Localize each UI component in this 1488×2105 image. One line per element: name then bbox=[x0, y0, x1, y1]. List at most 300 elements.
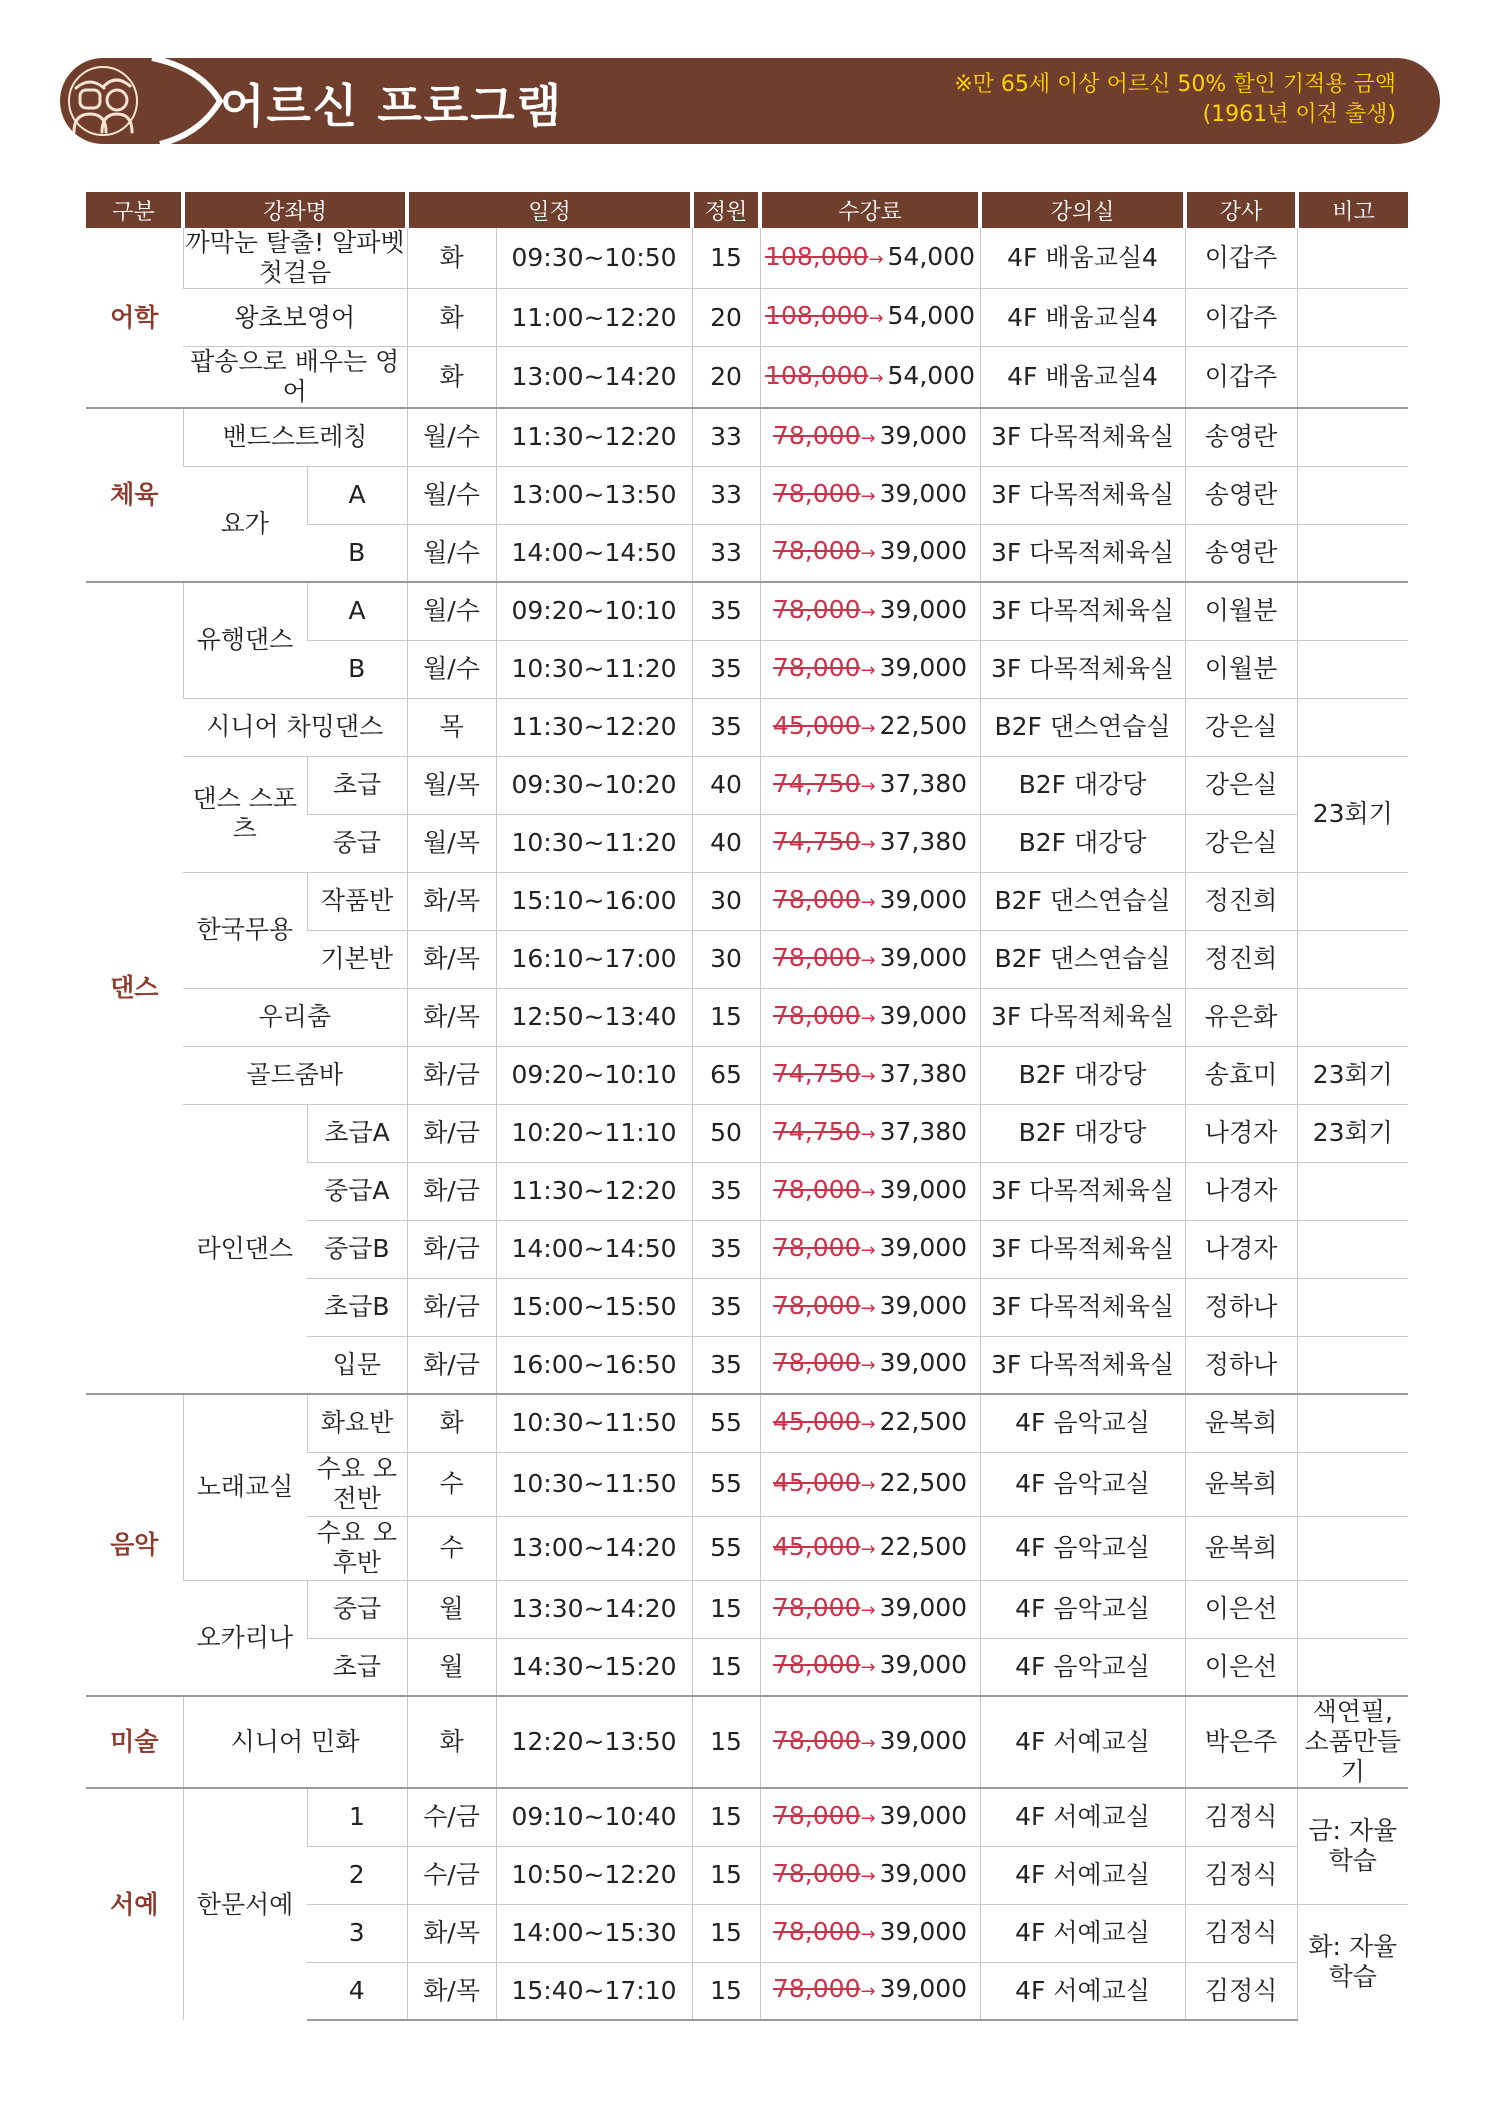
discounted-fee: 37,380 bbox=[879, 1116, 968, 1146]
arrow-icon: → bbox=[860, 1657, 876, 1679]
discounted-fee: 22,500 bbox=[879, 710, 968, 740]
arrow-icon: → bbox=[860, 543, 876, 565]
arrow-icon: → bbox=[860, 833, 876, 855]
original-fee: 45,000 bbox=[773, 1406, 861, 1436]
capacity: 40 bbox=[692, 814, 760, 872]
class-time: 09:30~10:50 bbox=[496, 228, 692, 289]
discounted-fee: 54,000 bbox=[887, 360, 976, 390]
class-day: 화/금 bbox=[407, 1220, 496, 1278]
note-cell: 23회기 bbox=[1297, 1104, 1408, 1162]
class-time: 10:30~11:20 bbox=[496, 814, 692, 872]
class-day: 월/수 bbox=[407, 640, 496, 698]
class-time: 09:30~10:20 bbox=[496, 756, 692, 814]
class-time: 11:00~12:20 bbox=[496, 289, 692, 347]
classroom: 4F 배움교실4 bbox=[980, 228, 1185, 289]
class-time: 12:20~13:50 bbox=[496, 1696, 692, 1788]
teacher: 정하나 bbox=[1185, 1336, 1297, 1394]
course-name: 오카리나 bbox=[183, 1580, 307, 1696]
classroom: 3F 다목적체육실 bbox=[980, 408, 1185, 466]
original-fee: 78,000 bbox=[773, 1725, 861, 1755]
classroom: 4F 음악교실 bbox=[980, 1580, 1185, 1638]
course-name: 왕초보영어 bbox=[183, 289, 407, 347]
class-day: 화/금 bbox=[407, 1278, 496, 1336]
discounted-fee: 39,000 bbox=[879, 420, 968, 450]
classroom: 4F 배움교실4 bbox=[980, 289, 1185, 347]
note-cell bbox=[1297, 228, 1408, 289]
discounted-fee: 54,000 bbox=[887, 301, 976, 330]
category-cell: 음악 bbox=[86, 1394, 183, 1696]
original-fee: 74,750 bbox=[773, 1116, 861, 1146]
course-name: 우리춤 bbox=[183, 988, 407, 1046]
class-day: 월/목 bbox=[407, 756, 496, 814]
category-cell: 서예 bbox=[86, 1788, 183, 2020]
discounted-fee: 39,000 bbox=[879, 594, 968, 624]
capacity: 35 bbox=[692, 698, 760, 756]
capacity: 15 bbox=[692, 1580, 760, 1638]
table-row bbox=[86, 988, 1408, 1046]
discounted-fee: 22,500 bbox=[879, 1406, 968, 1436]
discounted-fee: 37,380 bbox=[879, 768, 968, 798]
class-time: 13:00~14:20 bbox=[496, 1516, 692, 1580]
class-day: 화 bbox=[407, 1696, 496, 1788]
class-day: 월 bbox=[407, 1638, 496, 1696]
note-cell bbox=[1297, 1638, 1408, 1696]
note-cell bbox=[1297, 582, 1408, 640]
fee-cell bbox=[760, 1962, 980, 2020]
teacher: 윤복희 bbox=[1185, 1394, 1297, 1452]
discounted-fee: 22,500 bbox=[879, 1531, 968, 1561]
discounted-fee: 39,000 bbox=[879, 1650, 968, 1680]
course-name: 까막눈 탈출! 알파벳 첫걸음 bbox=[183, 228, 407, 289]
capacity: 50 bbox=[692, 1104, 760, 1162]
original-fee: 78,000 bbox=[773, 536, 861, 566]
note-cell: 금: 자율 학습 bbox=[1297, 1788, 1408, 1904]
table-row bbox=[86, 1696, 1408, 1788]
original-fee: 108,000 bbox=[765, 301, 869, 330]
class-time: 12:50~13:40 bbox=[496, 988, 692, 1046]
table-row bbox=[86, 408, 1408, 466]
fee-cell bbox=[760, 408, 980, 466]
note-cell: 23회기 bbox=[1297, 756, 1408, 872]
fee-cell bbox=[760, 1516, 980, 1580]
classroom: 4F 서예교실 bbox=[980, 1696, 1185, 1788]
class-day: 화 bbox=[407, 228, 496, 289]
col-schedule: 일정 bbox=[407, 192, 692, 228]
classroom: 3F 다목적체육실 bbox=[980, 582, 1185, 640]
class-day: 화/목 bbox=[407, 872, 496, 930]
note-cell bbox=[1297, 1278, 1408, 1336]
capacity: 55 bbox=[692, 1394, 760, 1452]
table-row bbox=[86, 872, 1408, 930]
fee-cell bbox=[760, 1580, 980, 1638]
class-day: 화/금 bbox=[407, 1336, 496, 1394]
fee-cell bbox=[760, 1046, 980, 1104]
capacity: 35 bbox=[692, 582, 760, 640]
original-fee: 78,000 bbox=[773, 1916, 861, 1946]
original-fee: 78,000 bbox=[773, 420, 861, 450]
discounted-fee: 39,000 bbox=[879, 1974, 968, 2004]
course-section: 4 bbox=[307, 1962, 407, 2020]
header-banner bbox=[60, 58, 1440, 144]
fee-cell bbox=[760, 756, 980, 814]
class-time: 10:50~12:20 bbox=[496, 1846, 692, 1904]
table-row bbox=[86, 289, 1408, 347]
col-teacher: 강사 bbox=[1185, 192, 1297, 228]
capacity: 30 bbox=[692, 930, 760, 988]
classroom: 4F 배움교실4 bbox=[980, 347, 1185, 409]
discounted-fee: 39,000 bbox=[879, 942, 968, 972]
teacher: 이갑주 bbox=[1185, 289, 1297, 347]
fee-cell bbox=[760, 1846, 980, 1904]
arrow-icon: → bbox=[860, 1538, 876, 1560]
classroom: 4F 서예교실 bbox=[980, 1788, 1185, 1846]
course-section: A bbox=[307, 466, 407, 524]
capacity: 15 bbox=[692, 228, 760, 289]
class-day: 목 bbox=[407, 698, 496, 756]
arrow-icon: → bbox=[860, 1007, 876, 1029]
discounted-fee: 39,000 bbox=[879, 1174, 968, 1204]
note-cell bbox=[1297, 524, 1408, 582]
note-cell bbox=[1297, 1394, 1408, 1452]
note-cell: 화: 자율 학습 bbox=[1297, 1904, 1408, 2020]
capacity: 15 bbox=[692, 1904, 760, 1962]
class-day: 월/수 bbox=[407, 582, 496, 640]
note-cell bbox=[1297, 1220, 1408, 1278]
fee-cell bbox=[760, 814, 980, 872]
original-fee: 74,750 bbox=[773, 768, 861, 798]
class-time: 10:30~11:20 bbox=[496, 640, 692, 698]
col-category: 구분 bbox=[86, 192, 183, 228]
class-time: 16:00~16:50 bbox=[496, 1336, 692, 1394]
note-cell bbox=[1297, 1162, 1408, 1220]
note-cell bbox=[1297, 698, 1408, 756]
discounted-fee: 39,000 bbox=[879, 1348, 968, 1378]
course-section: 입문 bbox=[307, 1336, 407, 1394]
note-cell: 색연필, 소품만들기 bbox=[1297, 1696, 1408, 1788]
teacher: 김정식 bbox=[1185, 1904, 1297, 1962]
course-name: 한국무용 bbox=[183, 872, 307, 988]
course-name: 유행댄스 bbox=[183, 582, 307, 698]
original-fee: 108,000 bbox=[765, 241, 869, 271]
arrow-icon: → bbox=[860, 1297, 876, 1319]
discount-note-line1: ※만 65세 이상 어르신 50% 할인 기적용 금액 bbox=[954, 72, 1396, 97]
fee-cell bbox=[760, 1904, 980, 1962]
capacity: 33 bbox=[692, 466, 760, 524]
teacher: 김정식 bbox=[1185, 1962, 1297, 2020]
class-time: 15:10~16:00 bbox=[496, 872, 692, 930]
capacity: 33 bbox=[692, 524, 760, 582]
classroom: 4F 음악교실 bbox=[980, 1638, 1185, 1696]
class-day: 화 bbox=[407, 289, 496, 347]
class-time: 11:30~12:20 bbox=[496, 698, 692, 756]
discounted-fee: 39,000 bbox=[879, 1232, 968, 1262]
class-time: 13:00~14:20 bbox=[496, 347, 692, 409]
discounted-fee: 39,000 bbox=[879, 1800, 968, 1830]
original-fee: 78,000 bbox=[773, 1290, 861, 1320]
teacher: 정진희 bbox=[1185, 872, 1297, 930]
course-name: 노래교실 bbox=[183, 1394, 307, 1580]
teacher: 윤복희 bbox=[1185, 1516, 1297, 1580]
fee-cell bbox=[760, 466, 980, 524]
classroom: 3F 다목적체육실 bbox=[980, 1162, 1185, 1220]
class-day: 월 bbox=[407, 1580, 496, 1638]
arrow-icon: → bbox=[860, 1981, 876, 2003]
arrow-icon: → bbox=[860, 427, 876, 449]
classroom: B2F 대강당 bbox=[980, 756, 1185, 814]
class-day: 화/목 bbox=[407, 988, 496, 1046]
note-cell bbox=[1297, 289, 1408, 347]
classroom: B2F 대강당 bbox=[980, 1104, 1185, 1162]
table-row bbox=[86, 1580, 1408, 1638]
discount-note-line2: (1961년 이전 출생) bbox=[1202, 102, 1396, 127]
arrow-icon: → bbox=[860, 1065, 876, 1087]
teacher: 이은선 bbox=[1185, 1580, 1297, 1638]
course-section: B bbox=[307, 524, 407, 582]
category-cell: 체육 bbox=[86, 408, 183, 582]
category-group bbox=[86, 1788, 1408, 2020]
class-time: 13:30~14:20 bbox=[496, 1580, 692, 1638]
class-day: 수 bbox=[407, 1452, 496, 1516]
capacity: 15 bbox=[692, 1788, 760, 1846]
course-name: 요가 bbox=[183, 466, 307, 582]
capacity: 15 bbox=[692, 1696, 760, 1788]
teacher: 윤복희 bbox=[1185, 1452, 1297, 1516]
course-section: 화요반 bbox=[307, 1394, 407, 1452]
classroom: B2F 댄스연습실 bbox=[980, 872, 1185, 930]
original-fee: 78,000 bbox=[773, 1000, 861, 1030]
original-fee: 74,750 bbox=[773, 1058, 861, 1088]
table-row bbox=[86, 228, 1408, 289]
classroom: 3F 다목적체육실 bbox=[980, 640, 1185, 698]
arrow-icon: → bbox=[860, 601, 876, 623]
course-section: 초급 bbox=[307, 1638, 407, 1696]
arrow-icon: → bbox=[860, 891, 876, 913]
class-day: 수 bbox=[407, 1516, 496, 1580]
course-name: 시니어 민화 bbox=[183, 1696, 407, 1788]
program-table bbox=[86, 192, 1408, 2021]
arrow-icon: → bbox=[860, 1181, 876, 1203]
teacher: 박은주 bbox=[1185, 1696, 1297, 1788]
classroom: 4F 서예교실 bbox=[980, 1846, 1185, 1904]
class-time: 14:30~15:20 bbox=[496, 1638, 692, 1696]
fee-cell bbox=[760, 1104, 980, 1162]
original-fee: 45,000 bbox=[773, 710, 861, 740]
capacity: 15 bbox=[692, 1962, 760, 2020]
classroom: B2F 대강당 bbox=[980, 1046, 1185, 1104]
capacity: 35 bbox=[692, 640, 760, 698]
capacity: 55 bbox=[692, 1516, 760, 1580]
original-fee: 78,000 bbox=[773, 1858, 861, 1888]
capacity: 40 bbox=[692, 756, 760, 814]
col-room: 강의실 bbox=[980, 192, 1185, 228]
course-section: 2 bbox=[307, 1846, 407, 1904]
course-section: 초급A bbox=[307, 1104, 407, 1162]
arrow-icon: → bbox=[868, 367, 884, 389]
capacity: 15 bbox=[692, 1638, 760, 1696]
category-group bbox=[86, 1696, 1408, 1788]
arrow-icon: → bbox=[860, 659, 876, 681]
class-time: 10:30~11:50 bbox=[496, 1452, 692, 1516]
class-time: 15:00~15:50 bbox=[496, 1278, 692, 1336]
classroom: 3F 다목적체육실 bbox=[980, 466, 1185, 524]
arrow-icon: → bbox=[860, 1413, 876, 1435]
fee-cell bbox=[760, 1394, 980, 1452]
teacher: 이갑주 bbox=[1185, 228, 1297, 289]
course-section: 수요 오전반 bbox=[307, 1452, 407, 1516]
original-fee: 78,000 bbox=[773, 594, 861, 624]
table-row bbox=[86, 1394, 1408, 1452]
col-course: 강좌명 bbox=[183, 192, 407, 228]
class-time: 10:30~11:50 bbox=[496, 1394, 692, 1452]
capacity: 35 bbox=[692, 1162, 760, 1220]
course-name: 골드줌바 bbox=[183, 1046, 407, 1104]
class-time: 10:20~11:10 bbox=[496, 1104, 692, 1162]
original-fee: 108,000 bbox=[765, 360, 869, 390]
course-section: B bbox=[307, 640, 407, 698]
arrow-icon: → bbox=[860, 1807, 876, 1829]
arrow-icon: → bbox=[860, 775, 876, 797]
course-section: 3 bbox=[307, 1904, 407, 1962]
table-row bbox=[86, 1104, 1408, 1162]
note-cell bbox=[1297, 1516, 1408, 1580]
class-time: 15:40~17:10 bbox=[496, 1962, 692, 2020]
category-cell: 어학 bbox=[110, 302, 159, 332]
course-name: 댄스 스포츠 bbox=[183, 756, 307, 872]
teacher: 정진희 bbox=[1185, 930, 1297, 988]
fee-cell bbox=[760, 228, 980, 289]
arrow-icon: → bbox=[860, 1355, 876, 1377]
table-row bbox=[86, 698, 1408, 756]
course-section: 초급 bbox=[307, 756, 407, 814]
table-row bbox=[86, 756, 1408, 814]
course-name: 팝송으로 배우는 영어 bbox=[183, 347, 407, 409]
teacher: 정하나 bbox=[1185, 1278, 1297, 1336]
teacher: 나경자 bbox=[1185, 1104, 1297, 1162]
course-section: 초급B bbox=[307, 1278, 407, 1336]
fee-cell bbox=[760, 930, 980, 988]
note-cell bbox=[1297, 988, 1408, 1046]
classroom: 4F 음악교실 bbox=[980, 1394, 1185, 1452]
class-time: 14:00~14:50 bbox=[496, 1220, 692, 1278]
class-time: 14:00~15:30 bbox=[496, 1904, 692, 1962]
col-fee: 수강료 bbox=[760, 192, 980, 228]
fee-cell bbox=[760, 582, 980, 640]
class-day: 월/수 bbox=[407, 466, 496, 524]
fee-cell bbox=[760, 1336, 980, 1394]
teacher: 강은실 bbox=[1185, 756, 1297, 814]
teacher: 이은선 bbox=[1185, 1638, 1297, 1696]
capacity: 15 bbox=[692, 988, 760, 1046]
capacity: 20 bbox=[692, 289, 760, 347]
category-cell: 댄스 bbox=[86, 582, 183, 1394]
fee-cell bbox=[760, 1220, 980, 1278]
arrow-icon: → bbox=[860, 1123, 876, 1145]
original-fee: 78,000 bbox=[773, 1232, 861, 1262]
discounted-fee: 39,000 bbox=[879, 1725, 968, 1755]
fee-cell bbox=[760, 640, 980, 698]
note-cell bbox=[1297, 347, 1408, 409]
class-day: 화 bbox=[407, 347, 496, 409]
table-row bbox=[86, 1788, 1408, 1846]
class-time: 11:30~12:20 bbox=[496, 408, 692, 466]
note-cell bbox=[1297, 1452, 1408, 1516]
teacher: 강은실 bbox=[1185, 814, 1297, 872]
teacher: 나경자 bbox=[1185, 1162, 1297, 1220]
class-day: 화/목 bbox=[407, 930, 496, 988]
capacity: 30 bbox=[692, 872, 760, 930]
teacher: 이월분 bbox=[1185, 640, 1297, 698]
class-time: 13:00~13:50 bbox=[496, 466, 692, 524]
course-section: 작품반 bbox=[307, 872, 407, 930]
original-fee: 45,000 bbox=[773, 1531, 861, 1561]
discounted-fee: 37,380 bbox=[879, 1058, 968, 1088]
col-capacity: 정원 bbox=[692, 192, 760, 228]
note-cell bbox=[1297, 466, 1408, 524]
original-fee: 45,000 bbox=[773, 1467, 861, 1497]
discounted-fee: 39,000 bbox=[879, 478, 968, 508]
teacher: 이갑주 bbox=[1185, 347, 1297, 409]
category-group bbox=[86, 228, 1408, 408]
note-cell bbox=[1297, 872, 1408, 930]
classroom: 3F 다목적체육실 bbox=[980, 1278, 1185, 1336]
category-group bbox=[86, 1394, 1408, 1696]
fee-cell bbox=[760, 988, 980, 1046]
discounted-fee: 39,000 bbox=[879, 1000, 968, 1030]
original-fee: 74,750 bbox=[773, 826, 861, 856]
course-section: 중급A bbox=[307, 1162, 407, 1220]
arrow-icon: → bbox=[860, 1474, 876, 1496]
arrow-icon: → bbox=[860, 717, 876, 739]
discount-note bbox=[954, 70, 1396, 130]
teacher: 송영란 bbox=[1185, 466, 1297, 524]
class-day: 수/금 bbox=[407, 1788, 496, 1846]
table-row bbox=[86, 347, 1408, 409]
arrow-icon: → bbox=[860, 949, 876, 971]
capacity: 55 bbox=[692, 1452, 760, 1516]
original-fee: 78,000 bbox=[773, 884, 861, 914]
fee-cell bbox=[760, 1162, 980, 1220]
capacity: 15 bbox=[692, 1846, 760, 1904]
original-fee: 78,000 bbox=[773, 652, 861, 682]
category-cell: 미술 bbox=[86, 1696, 183, 1788]
course-name: 밴드스트레칭 bbox=[183, 408, 407, 466]
classroom: B2F 댄스연습실 bbox=[980, 698, 1185, 756]
class-day: 수/금 bbox=[407, 1846, 496, 1904]
class-day: 월/목 bbox=[407, 814, 496, 872]
course-section: 기본반 bbox=[307, 930, 407, 988]
capacity: 35 bbox=[692, 1278, 760, 1336]
teacher: 송효미 bbox=[1185, 1046, 1297, 1104]
classroom: 3F 다목적체육실 bbox=[980, 1336, 1185, 1394]
classroom: 3F 다목적체육실 bbox=[980, 524, 1185, 582]
table-row bbox=[86, 582, 1408, 640]
col-note: 비고 bbox=[1297, 192, 1408, 228]
note-cell bbox=[1297, 408, 1408, 466]
table-header-row bbox=[86, 192, 1408, 228]
course-name: 한문서예 bbox=[183, 1788, 307, 2020]
note-cell bbox=[1297, 1580, 1408, 1638]
capacity: 35 bbox=[692, 1220, 760, 1278]
classroom: B2F 댄스연습실 bbox=[980, 930, 1185, 988]
class-time: 09:20~10:10 bbox=[496, 582, 692, 640]
class-day: 월/수 bbox=[407, 408, 496, 466]
course-section: 중급 bbox=[307, 814, 407, 872]
class-day: 화/금 bbox=[407, 1162, 496, 1220]
fee-cell bbox=[760, 347, 980, 409]
arrow-icon: → bbox=[860, 1923, 876, 1945]
discounted-fee: 39,000 bbox=[879, 884, 968, 914]
class-day: 화/금 bbox=[407, 1046, 496, 1104]
